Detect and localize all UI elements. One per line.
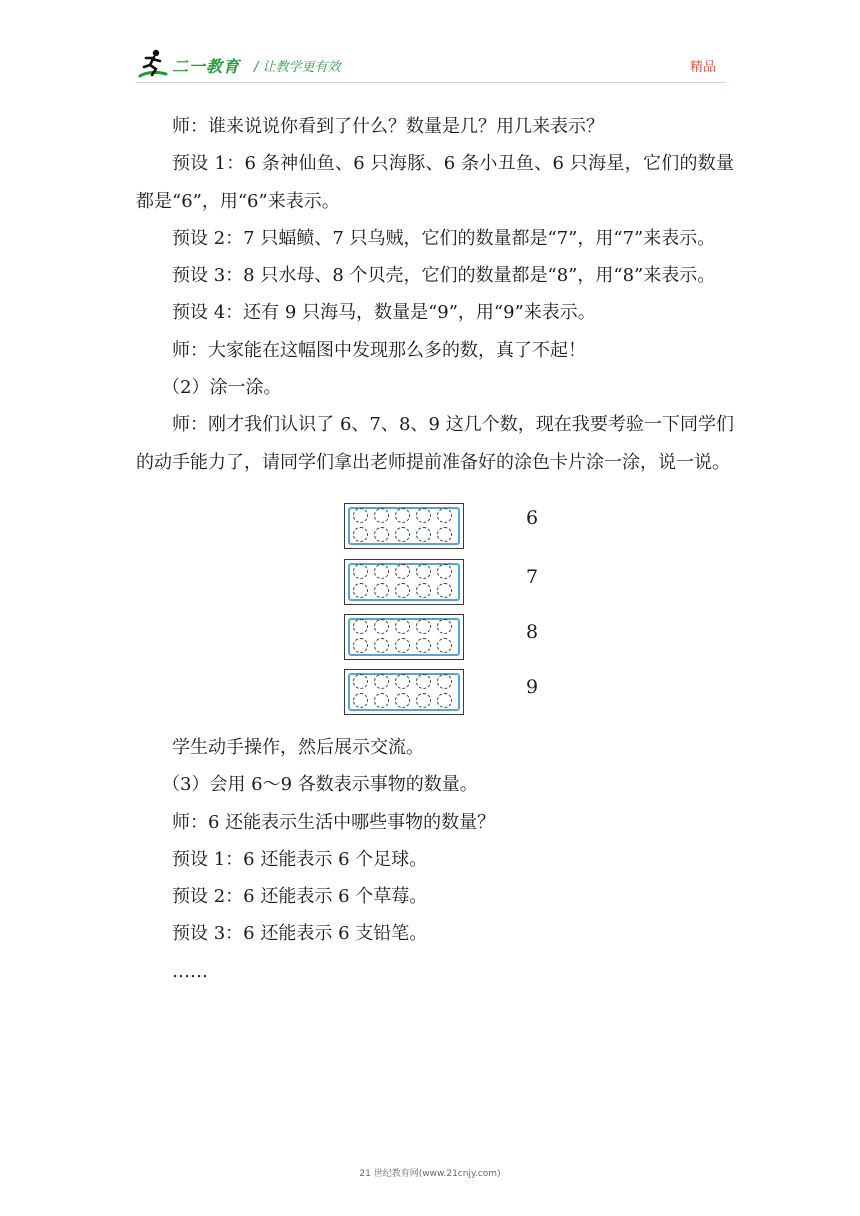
logo-text: 二一教育 <box>172 57 241 76</box>
coloring-card <box>344 614 464 660</box>
paragraph: 预设 4：还有 9 只海马，数量是“9”，用“9”来表示。 <box>172 302 596 324</box>
coloring-card <box>344 559 464 605</box>
paragraph: 学生动手操作，然后展示交流。 <box>172 736 424 758</box>
card-number-label: 7 <box>526 565 539 588</box>
dashed-circle <box>437 564 452 579</box>
section-heading: （3）会用 6～9 各数表示事物的数量。 <box>162 774 478 796</box>
circle-grid <box>351 618 455 656</box>
dashed-circle <box>374 619 389 634</box>
dashed-circle <box>353 527 368 542</box>
circle-grid <box>351 673 455 711</box>
dashed-circle <box>353 619 368 634</box>
dashed-circle <box>437 508 452 523</box>
page-footer: 21 世纪教育网(www.21cnjy.com) <box>359 1169 501 1179</box>
page-header <box>136 48 726 84</box>
dashed-circle <box>416 674 431 689</box>
card-number-label: 8 <box>526 620 539 643</box>
dashed-circle <box>437 619 452 634</box>
dashed-circle <box>395 619 410 634</box>
runner-icon <box>136 48 170 80</box>
circle-grid <box>351 507 455 545</box>
dashed-circle <box>374 508 389 523</box>
dashed-circle <box>395 674 410 689</box>
dashed-circle <box>395 693 410 708</box>
dashed-circle <box>437 674 452 689</box>
paragraph: 师：刚才我们认识了 6、7、8、9 这几个数，现在我要考验一下同学们的动手能力了，请同学们拿出老师提前准备好的涂色卡片涂一涂，说一说。 <box>136 414 734 473</box>
paragraph: 预设 2：7 只蝠鲼、7 只乌贼，它们的数量都是“7”，用“7”来表示。 <box>172 227 716 249</box>
dashed-circle <box>374 583 389 598</box>
card-number-label: 9 <box>526 675 539 698</box>
section-heading: （2）涂一涂。 <box>162 377 282 399</box>
dashed-circle <box>416 693 431 708</box>
dashed-circle <box>374 527 389 542</box>
dashed-circle <box>374 564 389 579</box>
paragraph: 师：大家能在这幅图中发现那么多的数，真了不起！ <box>172 339 586 361</box>
dashed-circle <box>395 527 410 542</box>
paragraph: 预设 1：6 还能表示 6 个足球。 <box>172 848 428 870</box>
dashed-circle <box>416 527 431 542</box>
paragraph: 师：谁来说说你看到了什么？数量是几？用几来表示？ <box>172 116 604 137</box>
dashed-circle <box>437 583 452 598</box>
paragraph: 预设 3：6 还能表示 6 支铅笔。 <box>172 923 428 945</box>
dashed-circle <box>416 638 431 653</box>
dashed-circle <box>416 508 431 523</box>
dashed-circle <box>437 638 452 653</box>
dashed-circle <box>437 693 452 708</box>
dashed-circle <box>416 619 431 634</box>
paragraph: 预设 1：6 条神仙鱼、6 只海豚、6 条小丑鱼、6 只海星，它们的数量都是“6”，用“6”来表示。 <box>136 153 734 212</box>
dashed-circle <box>374 693 389 708</box>
header-divider <box>136 82 726 83</box>
card-number-label: 6 <box>526 506 539 529</box>
dashed-circle <box>353 674 368 689</box>
coloring-card <box>344 669 464 715</box>
coloring-card <box>344 503 464 549</box>
dashed-circle <box>416 564 431 579</box>
dashed-circle <box>437 527 452 542</box>
ellipsis: …… <box>172 960 208 982</box>
logo <box>136 48 246 80</box>
coloring-cards-figure <box>136 489 734 727</box>
document-body <box>136 108 734 990</box>
dashed-circle <box>353 693 368 708</box>
dashed-circle <box>374 638 389 653</box>
paragraph: 预设 2：6 还能表示 6 个草莓。 <box>172 886 428 908</box>
dashed-circle <box>395 564 410 579</box>
header-slogan: / 让教学更有效 <box>254 60 341 75</box>
dashed-circle <box>353 638 368 653</box>
paragraph: 师：6 还能表示生活中哪些事物的数量？ <box>172 811 496 833</box>
dashed-circle <box>395 583 410 598</box>
dashed-circle <box>353 508 368 523</box>
premium-badge: 精品 <box>689 60 716 75</box>
dashed-circle <box>395 638 410 653</box>
dashed-circle <box>416 583 431 598</box>
dashed-circle <box>353 564 368 579</box>
dashed-circle <box>353 583 368 598</box>
dashed-circle <box>374 674 389 689</box>
paragraph: 预设 3：8 只水母、8 个贝壳，它们的数量都是“8”，用“8”来表示。 <box>172 265 716 287</box>
circle-grid <box>351 563 455 601</box>
dashed-circle <box>395 508 410 523</box>
